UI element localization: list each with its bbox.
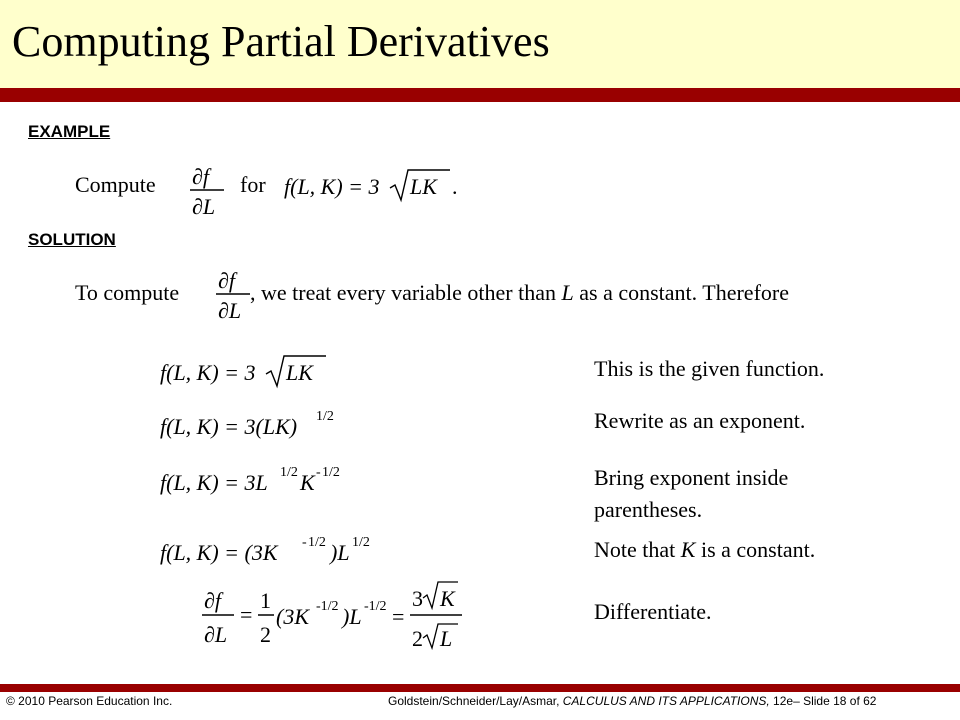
footer-copyright: © 2010 Pearson Education Inc. xyxy=(6,694,173,708)
eq-1: = xyxy=(240,602,253,627)
footer-citation xyxy=(388,694,876,708)
step-2-lhs: f(L, K) = 3(LK) xyxy=(160,414,298,439)
for-word: for xyxy=(240,172,266,197)
example-period: . xyxy=(452,174,458,199)
exp-2: -1/2 xyxy=(364,599,387,614)
step-1-equation xyxy=(158,352,338,392)
step-3-mid: K xyxy=(300,470,315,495)
intro-frac-den: ∂L xyxy=(218,298,242,323)
step-3-lhs: f(L, K) = 3L xyxy=(160,470,268,495)
step-5-note: Differentiate. xyxy=(594,599,712,624)
exp-1: -1/2 xyxy=(316,599,339,614)
step-1-note: This is the given function. xyxy=(594,356,825,381)
intro-post: , we treat every variable other than xyxy=(250,280,557,305)
step-4-lhs: f(L, K) = (3K xyxy=(160,540,278,565)
step-3-minus: - xyxy=(316,465,321,480)
half-den: 2 xyxy=(260,622,271,647)
step-3-note-1: Bring exponent inside xyxy=(594,465,789,490)
example-label: EXAMPLE xyxy=(28,122,111,141)
d-num: ∂f xyxy=(204,588,221,613)
d-den: ∂L xyxy=(204,622,228,647)
step-4-note-var: K xyxy=(680,537,696,562)
step-1-lhs: f(L, K) = 3 xyxy=(160,360,256,385)
example-function xyxy=(282,166,462,206)
step-4-note-pre: Note that xyxy=(594,537,676,562)
frac-num: ∂f xyxy=(192,164,209,189)
step-5-equation xyxy=(196,578,466,654)
example-function-rad: LK xyxy=(410,174,437,199)
res-num-k: K xyxy=(440,586,455,611)
step-4-mid: )L xyxy=(330,540,350,565)
footer-slide: 12e– Slide 18 of 62 xyxy=(773,694,877,708)
partial-fraction-example xyxy=(188,160,228,220)
step-4-note-post: is a constant. xyxy=(700,537,816,562)
res-den-2: 2 xyxy=(412,626,423,651)
partial-fraction-intro xyxy=(214,264,254,324)
res-den-l: L xyxy=(440,626,453,651)
l-term: )L xyxy=(342,604,362,629)
paren-term: (3K xyxy=(276,604,309,629)
step-1-rad: LK xyxy=(286,360,313,385)
footer-authors: Goldstein/Schneider/Lay/Asmar, xyxy=(388,694,560,708)
step-2-equation xyxy=(158,404,358,444)
frac-den: ∂L xyxy=(192,194,216,219)
res-num-3: 3 xyxy=(412,586,423,611)
header-divider xyxy=(0,88,960,102)
slide-title: Computing Partial Derivatives xyxy=(12,17,550,66)
slide-header xyxy=(0,0,960,88)
step-4-note xyxy=(594,537,815,563)
compute-word: Compute xyxy=(75,172,156,197)
step-3-sup2: 1/2 xyxy=(322,465,340,480)
example-function-lhs: f(L, K) = 3 xyxy=(284,174,380,199)
footer-book: CALCULUS AND ITS APPLICATIONS, xyxy=(562,694,770,708)
intro-frac-num: ∂f xyxy=(218,268,235,293)
solution-label: SOLUTION xyxy=(28,230,116,249)
step-3-equation xyxy=(158,460,368,500)
intro-pre: To compute xyxy=(75,280,180,305)
step-2-sup: 1/2 xyxy=(316,409,334,424)
intro-var: L xyxy=(561,280,574,305)
step-4-equation xyxy=(158,530,368,570)
intro-post-line xyxy=(250,280,789,306)
step-4-sup1: 1/2 xyxy=(308,535,326,550)
step-4-sup2: 1/2 xyxy=(352,535,370,550)
eq-2: = xyxy=(392,604,405,629)
footer-divider xyxy=(0,684,960,692)
step-4-minus: - xyxy=(302,535,307,550)
half-num: 1 xyxy=(260,588,271,613)
step-3-sup1: 1/2 xyxy=(280,465,298,480)
step-2-note: Rewrite as an exponent. xyxy=(594,408,806,433)
step-3-note-2: parentheses. xyxy=(594,497,703,522)
intro-end: as a constant. Therefore xyxy=(579,280,789,305)
